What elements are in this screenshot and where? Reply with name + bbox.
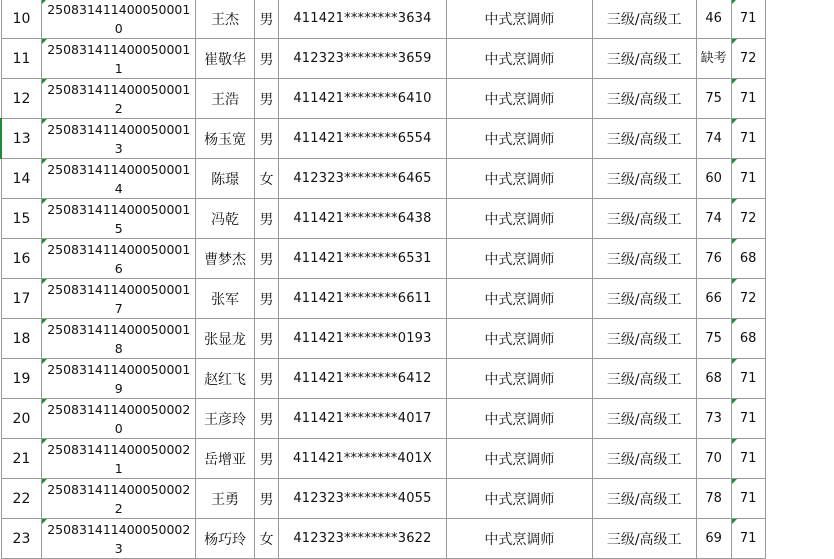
ticket-number-cell[interactable]: 2508314114000500021 [42, 439, 196, 479]
occupation-cell[interactable]: 中式烹调师 [446, 239, 592, 279]
gender-cell[interactable]: 男 [255, 479, 279, 519]
gender-cell[interactable]: 男 [255, 279, 279, 319]
empty-cell[interactable] [765, 399, 834, 439]
name-cell[interactable]: 张显龙 [196, 319, 255, 359]
score2-cell[interactable]: 68 [731, 319, 765, 359]
id-number-cell[interactable]: 412323********3659 [279, 39, 447, 79]
level-cell[interactable]: 三级/高级工 [592, 199, 696, 239]
table-row [1, 39, 834, 79]
level-cell[interactable]: 三级/高级工 [592, 359, 696, 399]
name-cell[interactable]: 王彦玲 [196, 399, 255, 439]
score1-cell[interactable]: 46 [696, 0, 731, 39]
name-cell[interactable]: 冯乾 [196, 199, 255, 239]
row-number-cell[interactable]: 19 [1, 359, 42, 399]
name-cell[interactable]: 赵红飞 [196, 359, 255, 399]
level-cell[interactable]: 三级/高级工 [592, 319, 696, 359]
level-cell[interactable]: 三级/高级工 [592, 239, 696, 279]
row-number-cell[interactable]: 22 [1, 479, 42, 519]
level-cell[interactable]: 三级/高级工 [592, 399, 696, 439]
table-row [1, 0, 834, 39]
name-cell[interactable]: 王勇 [196, 479, 255, 519]
empty-cell[interactable] [765, 159, 834, 199]
level-cell[interactable]: 三级/高级工 [592, 79, 696, 119]
score1-cell[interactable]: 78 [696, 479, 731, 519]
ticket-number-cell[interactable]: 2508314114000500016 [42, 239, 196, 279]
occupation-cell[interactable]: 中式烹调师 [446, 479, 592, 519]
score1-cell[interactable]: 75 [696, 319, 731, 359]
name-cell[interactable]: 曹梦杰 [196, 239, 255, 279]
row-number-cell[interactable]: 11 [1, 39, 42, 79]
name-cell[interactable]: 王浩 [196, 79, 255, 119]
ticket-number-cell[interactable]: 2508314114000500019 [42, 359, 196, 399]
id-number-cell[interactable]: 412323********3622 [279, 519, 447, 559]
name-cell[interactable]: 陈璟 [196, 159, 255, 199]
level-cell[interactable]: 三级/高级工 [592, 279, 696, 319]
table-row [1, 79, 834, 119]
row-number-cell[interactable]: 21 [1, 439, 42, 479]
level-cell[interactable]: 三级/高级工 [592, 519, 696, 559]
score1-cell[interactable]: 73 [696, 399, 731, 439]
score2-cell[interactable]: 72 [731, 39, 765, 79]
score1-cell[interactable]: 缺考 [696, 39, 731, 79]
ticket-number-cell[interactable]: 2508314114000500023 [42, 519, 196, 559]
row-number-cell[interactable]: 15 [1, 199, 42, 239]
occupation-cell[interactable]: 中式烹调师 [446, 399, 592, 439]
score1-cell[interactable]: 74 [696, 199, 731, 239]
table-row [1, 479, 834, 519]
ticket-number-cell[interactable]: 2508314114000500015 [42, 199, 196, 239]
id-number-cell[interactable]: 411421********3634 [279, 0, 447, 39]
row-number-cell[interactable]: 16 [1, 239, 42, 279]
id-number-cell[interactable]: 411421********6412 [279, 359, 447, 399]
empty-cell[interactable] [765, 119, 834, 159]
score1-cell[interactable]: 66 [696, 279, 731, 319]
table-row [1, 439, 834, 479]
occupation-cell[interactable]: 中式烹调师 [446, 39, 592, 79]
occupation-cell[interactable]: 中式烹调师 [446, 519, 592, 559]
name-cell[interactable]: 岳增亚 [196, 439, 255, 479]
score1-cell[interactable]: 60 [696, 159, 731, 199]
ticket-number-cell[interactable]: 2508314114000500014 [42, 159, 196, 199]
score1-cell[interactable]: 69 [696, 519, 731, 559]
id-number-cell[interactable]: 411421********6438 [279, 199, 447, 239]
id-number-cell[interactable]: 411421********4017 [279, 399, 447, 439]
gender-cell[interactable]: 男 [255, 319, 279, 359]
name-cell[interactable]: 崔敬华 [196, 39, 255, 79]
id-number-cell[interactable]: 412323********4055 [279, 479, 447, 519]
level-cell[interactable]: 三级/高级工 [592, 439, 696, 479]
score2-cell[interactable]: 71 [731, 79, 765, 119]
occupation-cell[interactable]: 中式烹调师 [446, 279, 592, 319]
empty-cell[interactable] [765, 359, 834, 399]
table-body [1, 0, 834, 559]
gender-cell[interactable]: 男 [255, 359, 279, 399]
row-number-cell[interactable]: 14 [1, 159, 42, 199]
score2-cell[interactable]: 72 [731, 199, 765, 239]
score1-cell[interactable]: 75 [696, 79, 731, 119]
table-row [1, 119, 834, 159]
id-number-cell[interactable]: 411421********6554 [279, 119, 447, 159]
score2-cell[interactable]: 71 [731, 479, 765, 519]
score2-cell[interactable]: 71 [731, 519, 765, 559]
occupation-cell[interactable]: 中式烹调师 [446, 159, 592, 199]
gender-cell[interactable]: 男 [255, 199, 279, 239]
score2-cell[interactable]: 71 [731, 159, 765, 199]
empty-cell[interactable] [765, 439, 834, 479]
score1-cell[interactable]: 76 [696, 239, 731, 279]
row-number-cell[interactable]: 13 [1, 119, 42, 159]
level-cell[interactable]: 三级/高级工 [592, 159, 696, 199]
ticket-number-cell[interactable]: 2508314114000500022 [42, 479, 196, 519]
gender-cell[interactable]: 男 [255, 39, 279, 79]
table-row [1, 319, 834, 359]
occupation-cell[interactable]: 中式烹调师 [446, 319, 592, 359]
empty-cell[interactable] [765, 319, 834, 359]
id-number-cell[interactable]: 411421********401X [279, 439, 447, 479]
empty-cell[interactable] [765, 279, 834, 319]
score2-cell[interactable]: 72 [731, 279, 765, 319]
row-number-cell[interactable]: 17 [1, 279, 42, 319]
table-row [1, 359, 834, 399]
gender-cell[interactable]: 男 [255, 239, 279, 279]
ticket-number-cell[interactable]: 2508314114000500017 [42, 279, 196, 319]
table-row [1, 399, 834, 439]
id-number-cell[interactable]: 411421********6611 [279, 279, 447, 319]
empty-cell[interactable] [765, 79, 834, 119]
gender-cell[interactable]: 女 [255, 159, 279, 199]
score1-cell[interactable]: 68 [696, 359, 731, 399]
score2-cell[interactable]: 71 [731, 359, 765, 399]
id-number-cell[interactable]: 411421********6410 [279, 79, 447, 119]
occupation-cell[interactable]: 中式烹调师 [446, 119, 592, 159]
table-row [1, 279, 834, 319]
id-number-cell[interactable]: 411421********6531 [279, 239, 447, 279]
empty-cell[interactable] [765, 0, 834, 39]
gender-cell[interactable]: 女 [255, 519, 279, 559]
occupation-cell[interactable]: 中式烹调师 [446, 199, 592, 239]
name-cell[interactable]: 杨玉宽 [196, 119, 255, 159]
row-number-cell[interactable]: 20 [1, 399, 42, 439]
empty-cell[interactable] [765, 39, 834, 79]
occupation-cell[interactable]: 中式烹调师 [446, 359, 592, 399]
score1-cell[interactable]: 70 [696, 439, 731, 479]
id-number-cell[interactable]: 411421********0193 [279, 319, 447, 359]
table-row [1, 199, 834, 239]
score2-cell[interactable]: 71 [731, 119, 765, 159]
level-cell[interactable]: 三级/高级工 [592, 479, 696, 519]
row-number-cell[interactable]: 23 [1, 519, 42, 559]
name-cell[interactable]: 杨巧玲 [196, 519, 255, 559]
occupation-cell[interactable]: 中式烹调师 [446, 79, 592, 119]
empty-cell[interactable] [765, 199, 834, 239]
empty-cell[interactable] [765, 479, 834, 519]
row-number-cell[interactable]: 12 [1, 79, 42, 119]
table-row [1, 519, 834, 559]
ticket-number-cell[interactable]: 2508314114000500013 [42, 119, 196, 159]
table-row [1, 159, 834, 199]
gender-cell[interactable]: 男 [255, 79, 279, 119]
score2-cell[interactable]: 68 [731, 239, 765, 279]
gender-cell[interactable]: 男 [255, 399, 279, 439]
row-number-cell[interactable]: 10 [1, 0, 42, 39]
row-number-cell[interactable]: 18 [1, 319, 42, 359]
level-cell[interactable]: 三级/高级工 [592, 0, 696, 39]
ticket-number-cell[interactable]: 2508314114000500018 [42, 319, 196, 359]
ticket-number-cell[interactable]: 2508314114000500012 [42, 79, 196, 119]
name-cell[interactable]: 张军 [196, 279, 255, 319]
empty-cell[interactable] [765, 239, 834, 279]
ticket-number-cell[interactable]: 2508314114000500020 [42, 399, 196, 439]
gender-cell[interactable]: 男 [255, 0, 279, 39]
score2-cell[interactable]: 71 [731, 0, 765, 39]
table-row [1, 239, 834, 279]
gender-cell[interactable]: 男 [255, 119, 279, 159]
ticket-number-cell[interactable]: 2508314114000500010 [42, 0, 196, 39]
name-cell[interactable]: 王杰 [196, 0, 255, 39]
score1-cell[interactable]: 74 [696, 119, 731, 159]
empty-cell[interactable] [765, 519, 834, 559]
gender-cell[interactable]: 男 [255, 439, 279, 479]
score2-cell[interactable]: 71 [731, 399, 765, 439]
score2-cell[interactable]: 71 [731, 439, 765, 479]
occupation-cell[interactable]: 中式烹调师 [446, 0, 592, 39]
level-cell[interactable]: 三级/高级工 [592, 39, 696, 79]
occupation-cell[interactable]: 中式烹调师 [446, 439, 592, 479]
level-cell[interactable]: 三级/高级工 [592, 119, 696, 159]
ticket-number-cell[interactable]: 2508314114000500011 [42, 39, 196, 79]
id-number-cell[interactable]: 412323********6465 [279, 159, 447, 199]
